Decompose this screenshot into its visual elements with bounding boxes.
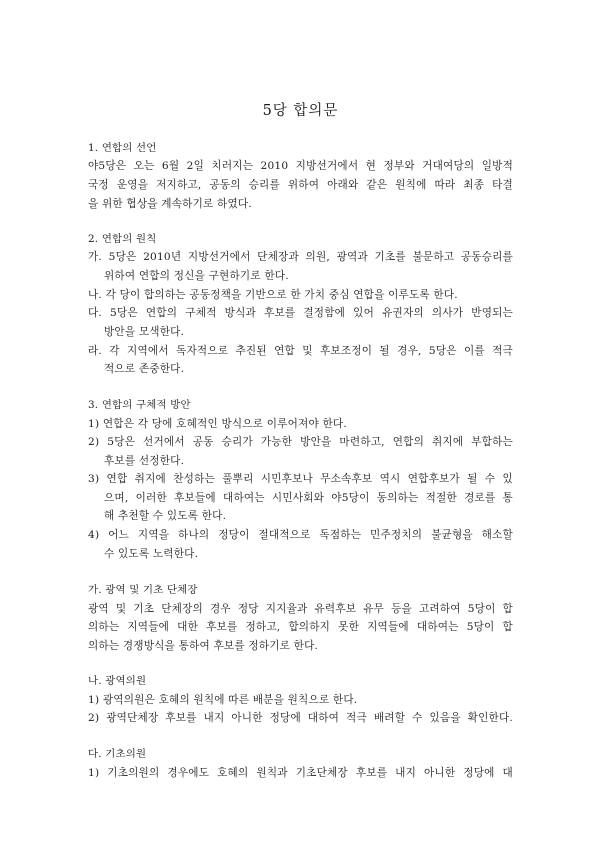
subsection-ga-heading: 가. 광역 및 기초 단체장 xyxy=(88,584,198,596)
principle-ra: 라. 각 지역에서 독자적으로 추진된 연합 및 후보조정이 될 경우, 5당은 이를 적극 xyxy=(88,345,513,357)
principle-na: 나. 각 당이 합의하는 공동정책을 기반으로 한 가치 중심 연합을 이루도록 한다. xyxy=(88,289,458,301)
plan-item-3-cont: 으며, 이러한 후보들에 대하여는 시민사회와 야5당이 동의하는 적절한 경로를 통 xyxy=(104,492,513,504)
plan-item-4: 4) 어느 지역을 하나의 정당이 절대적으로 독점하는 민주정치의 불균형을 해소할 xyxy=(88,529,513,541)
subsection-da-heading: 다. 기초의원 xyxy=(88,748,147,760)
subsection-ga-paragraph-line: 광역 및 기초 단체장의 경우 정당 지지율과 유력후보 유무 등을 고려하여 5당이 합 xyxy=(88,603,513,615)
principle-ga: 가. 5당은 2010년 지방선거에서 단체장과 의원, 광역과 기초를 불문하고 공동승리를 xyxy=(88,251,513,263)
plan-item-2-cont: 후보를 선정한다. xyxy=(104,455,185,467)
section-1-paragraph-line: 야5당은 오는 6월 2일 치러지는 2010 지방선거에서 현 정부와 거대여당의 일방적 xyxy=(88,160,513,172)
plan-item-3-cont: 해 추천할 수 있도록 한다. xyxy=(104,510,227,522)
section-2-heading: 2. 연합의 원칙 xyxy=(88,233,157,245)
subsection-da-item-1: 1) 기초의원의 경우에도 호혜의 원칙과 기초단체장 후보를 내지 아니한 정당에 대 xyxy=(88,767,513,779)
plan-item-3: 3) 연합 취지에 찬성하는 풀뿌리 시민후보나 무소속후보 역시 연합후보가 될 수 있 xyxy=(88,473,513,485)
plan-item-2: 2) 5당은 선거에서 공동 승리가 가능한 방안을 마련하고, 연합의 취지에 부합하는 xyxy=(88,436,513,448)
principle-da: 다. 5당은 연합의 구체적 방식과 후보를 결정함에 있어 유권자의 의사가 반영되는 xyxy=(88,307,513,319)
section-1-paragraph-line: 을 위한 협상을 계속하기로 하였다. xyxy=(88,198,252,210)
principle-ra-cont: 적으로 존중한다. xyxy=(104,363,185,375)
subsection-ga-paragraph-line: 의하는 경쟁방식을 통하여 후보를 정하기로 한다. xyxy=(88,640,319,652)
section-3-heading: 3. 연합의 구체적 방안 xyxy=(88,399,191,411)
subsection-na-item-1: 1) 광역의원은 호혜의 원칙에 따른 배분을 원칙으로 한다. xyxy=(88,694,358,706)
principle-da-cont: 방안을 모색한다. xyxy=(104,326,185,338)
section-1-heading: 1. 연합의 선언 xyxy=(88,142,157,154)
plan-item-1: 1) 연합은 각 당에 호혜적인 방식으로 이루어져야 한다. xyxy=(88,418,347,430)
principle-ga-cont: 위하여 연합의 정신을 구현하기로 한다. xyxy=(104,270,289,282)
subsection-na-item-2: 2) 광역단체장 후보를 내지 아니한 정당에 대하여 적극 배려할 수 있음을 확인한다. xyxy=(88,712,513,724)
subsection-ga-paragraph-line: 의하는 지역들에 대한 후보를 정하고, 합의하지 못한 지역들에 대하여는 5당이 합 xyxy=(88,621,513,633)
section-1-paragraph-line: 국정 운영을 저지하고, 공동의 승리를 위하여 아래와 같은 원칙에 따라 최종 타결 xyxy=(88,179,513,191)
plan-item-4-cont: 수 있도록 노력한다. xyxy=(104,548,199,560)
subsection-na-heading: 나. 광역의원 xyxy=(88,675,147,687)
page-title: 5당 합의문 xyxy=(262,103,339,119)
